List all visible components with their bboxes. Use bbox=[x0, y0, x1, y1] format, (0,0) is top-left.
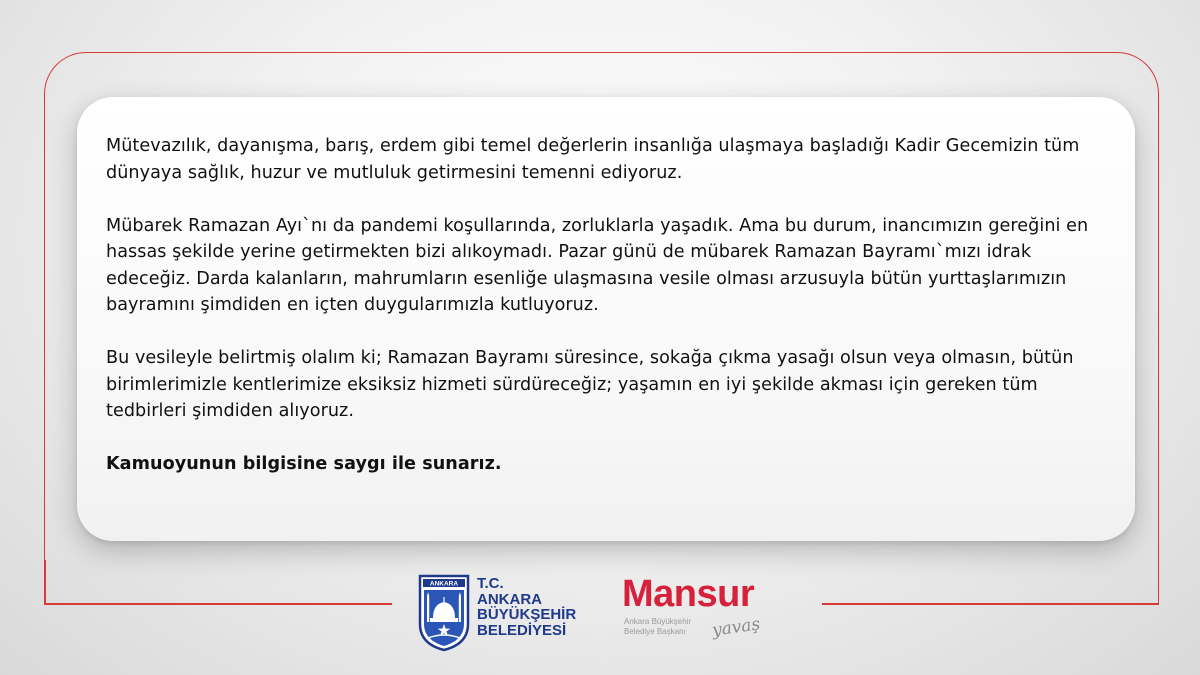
municipality-line-2: ANKARA bbox=[477, 590, 542, 608]
municipality-line-4: BELEDİYESİ bbox=[477, 621, 567, 639]
emblem-label: ANKARA bbox=[429, 580, 459, 588]
municipality-name bbox=[477, 576, 576, 638]
mayor-subtitle-line-2: Belediye Başkanı bbox=[624, 627, 686, 636]
message-paragraph-3: Bu vesileyle belirtmiş olalım ki; Ramazan Bayramı süresince, sokağa çıkma yasağı olsun veya olmasın, bütün birimlerimizle kentlerimize eksiksiz hizmeti sürdüreceğiz; yaşamın en iyi şekilde akması için gereken tüm tedbirleri şimdiden alıyoruz. bbox=[106, 348, 1074, 421]
message-paragraph-1: Mütevazılık, dayanışma, barış, erdem gibi temel değerlerin insanlığa ulaşmaya başladığı Kadir Gecemizin tüm dünyaya sağlık, huzur ve mutluluk getirmesini temenni ediyoruz. bbox=[106, 136, 1080, 183]
message-closing: Kamuoyunun bilgisine saygı ile sunarız. bbox=[106, 454, 502, 474]
frame-bottom-line-right bbox=[822, 603, 1159, 605]
mayor-subtitle bbox=[624, 617, 691, 637]
mayor-subtitle-line-1: Ankara Büyükşehir bbox=[624, 617, 692, 626]
frame-bottom-line-left bbox=[44, 603, 392, 605]
mayor-signature bbox=[710, 610, 770, 644]
message-paragraph-2: Mübarek Ramazan Ayı`nı da pandemi koşullarında, zorluklarla yaşadık. Ama bu durum, inancımızın gereğini en hassas şekilde yerine getirmekten bizi alıkoymadı. Pazar günü de mübarek Ramazan Bayramı`mızı idrak edeceğiz. Darda kalanların, mahrumların esenliğe ulaşmasına vesile olması arzusuyla bütün yurttaşlarımızın bayramını şimdiden en içten duygularımızla kutluyoruz. bbox=[106, 215, 1089, 315]
municipality-line-3: BÜYÜKŞEHİR bbox=[477, 606, 577, 623]
frame-left-stub bbox=[44, 560, 46, 604]
mayor-name: Mansur bbox=[622, 573, 755, 615]
ankara-emblem-icon bbox=[418, 574, 470, 652]
message-text bbox=[106, 133, 1116, 478]
municipality-line-1: T.C. bbox=[477, 575, 504, 592]
mayor-logo bbox=[622, 574, 782, 654]
signature-text: yavaş bbox=[710, 614, 762, 641]
